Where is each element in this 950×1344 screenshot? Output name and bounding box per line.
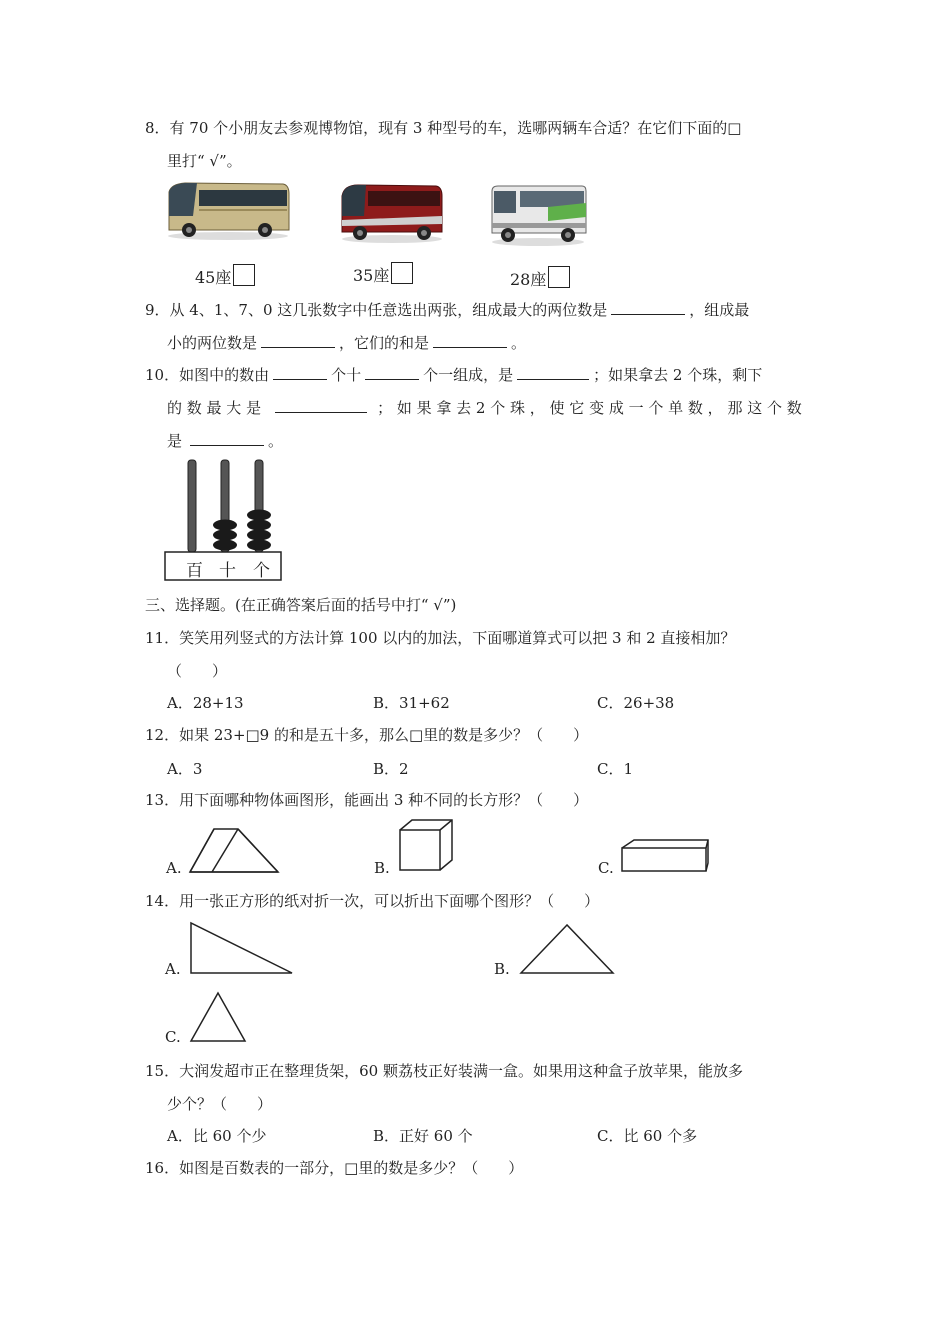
- isosceles-triangle-figure: [518, 922, 616, 976]
- bus-28-seat-image: [488, 183, 588, 247]
- answer-blank-ones[interactable]: [365, 365, 419, 380]
- abacus-bead: [247, 520, 271, 531]
- q12-option-c[interactable]: C．1: [597, 760, 634, 778]
- q13-line1: 13．用下面哪种物体画图形，能画出 3 种不同的长方形？（ ）: [145, 791, 589, 809]
- q16-line1: 16．如图是百数表的一部分，□里的数是多少？（ ）: [145, 1159, 524, 1177]
- q15-option-a[interactable]: A．比 60 个少: [167, 1127, 267, 1145]
- abacus-label-tens: 十: [219, 561, 236, 581]
- abacus-bead: [247, 510, 271, 521]
- q12-option-b[interactable]: B．2: [373, 760, 409, 778]
- answer-blank-sum[interactable]: [433, 333, 507, 348]
- bus-45-seat-image: [165, 180, 291, 242]
- q10-line2: 的 数 最 大 是 ； 如 果 拿 去 2 个 珠 ， 使 它 变 成 一 个 单 数 ， 那 这 个 数: [167, 399, 802, 417]
- answer-blank-largest[interactable]: [611, 300, 685, 315]
- right-triangle-figure: [188, 920, 296, 976]
- q13-option-b[interactable]: B.: [374, 859, 390, 877]
- bus-35-seat-image: [340, 182, 444, 244]
- q9-line2: 小的两位数是 ，它们的和是 。: [167, 334, 527, 352]
- cuboid-figure: [620, 838, 712, 874]
- q11-option-c[interactable]: C．26+38: [597, 694, 675, 712]
- bus-45-seat-label: [195, 264, 255, 288]
- q9-line1: 9．从 4、1、7、0 这几张数字中任意选出两张，组成最大的两位数是 ，组成最: [145, 301, 750, 319]
- q13-option-c[interactable]: C.: [598, 859, 614, 877]
- answer-blank-tens[interactable]: [273, 365, 327, 380]
- abacus-label-hundreds: 百: [186, 561, 203, 581]
- q12-line1: 12．如果 23+□9 的和是五十多，那么□里的数是多少？（ ）: [145, 726, 589, 744]
- q14-option-a[interactable]: A.: [165, 960, 181, 978]
- checkbox-35[interactable]: [391, 262, 413, 284]
- abacus-bead: [247, 540, 271, 551]
- checkbox-45[interactable]: [233, 264, 255, 286]
- section-3-heading: 三、选择题。(在正确答案后面的括号中打“ √”): [145, 596, 457, 614]
- bus-35-seat-label: [353, 262, 413, 286]
- q15-line2: 少个？（ ）: [167, 1095, 273, 1113]
- q15-line1: 15．大润发超市正在整理货架，60 颗荔枝正好装满一盒。如果用这种盒子放苹果，能放多: [145, 1062, 743, 1080]
- answer-blank-single-digit[interactable]: [190, 431, 264, 446]
- cube-figure: [398, 818, 454, 874]
- small-triangle-figure: [188, 990, 248, 1044]
- q10-line1: 10．如图中的数由 个十 个一组成，是 ；如果拿去 2 个珠，剩下: [145, 366, 763, 384]
- q13-option-a[interactable]: A.: [166, 859, 182, 877]
- answer-blank-smallest[interactable]: [261, 333, 335, 348]
- abacus-bead: [213, 530, 237, 541]
- triangular-prism-figure: [188, 825, 280, 875]
- q14-line1: 14．用一张正方形的纸对折一次，可以折出下面哪个图形？（ ）: [145, 892, 600, 910]
- q11-answer-bracket[interactable]: （ ）: [167, 662, 228, 680]
- checkbox-28[interactable]: [548, 266, 570, 288]
- bus-28-seat-label: [510, 266, 570, 290]
- q15-option-c[interactable]: C．比 60 个多: [597, 1127, 698, 1145]
- q8-line2: 里打“ √”。: [167, 152, 242, 170]
- q11-option-b[interactable]: B．31+62: [373, 694, 450, 712]
- q14-option-b[interactable]: B.: [494, 960, 510, 978]
- abacus-label-ones: 个: [253, 561, 270, 581]
- answer-blank-number[interactable]: [517, 365, 589, 380]
- q8-line1: 8．有 70 个小朋友去参观博物馆，现有 3 种型号的车，选哪两辆车合适？在它们下面的□: [145, 119, 742, 137]
- seat-count: 45座: [195, 268, 232, 287]
- abacus-bead: [213, 540, 237, 551]
- q11-option-a[interactable]: A．28+13: [167, 694, 244, 712]
- q12-option-a[interactable]: A．3: [167, 760, 203, 778]
- q15-option-b[interactable]: B．正好 60 个: [373, 1127, 473, 1145]
- q14-option-c[interactable]: C.: [165, 1028, 181, 1046]
- seat-count: 28座: [510, 270, 547, 289]
- seat-count: 35座: [353, 266, 390, 285]
- q11-line1: 11．笑笑用列竖式的方法计算 100 以内的加法，下面哪道算式可以把 3 和 2 直接相加？: [145, 629, 736, 647]
- abacus-bead: [213, 520, 237, 531]
- abacus-bead: [247, 530, 271, 541]
- q10-line3: 是 。: [167, 432, 284, 450]
- answer-blank-max-remaining[interactable]: [275, 398, 367, 413]
